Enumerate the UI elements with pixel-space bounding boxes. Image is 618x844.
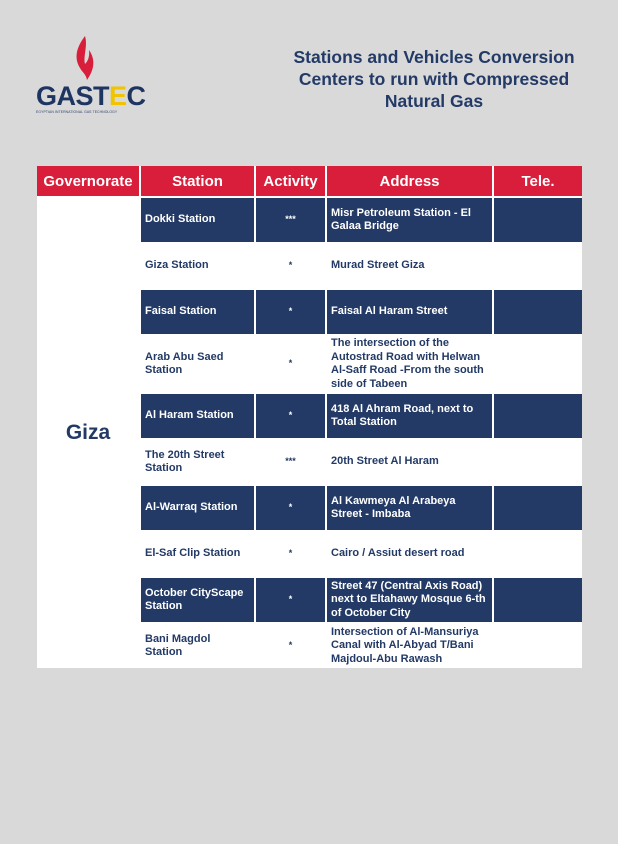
logo-wordmark: GASTEC — [36, 81, 146, 111]
station-cell: October CityScape Station — [141, 576, 256, 622]
tele-cell — [494, 438, 582, 484]
station-cell: Faisal Station — [141, 288, 256, 334]
activity-cell: *** — [256, 438, 327, 484]
title-line: Stations and Vehicles Conversion — [293, 47, 575, 67]
activity-cell: * — [256, 334, 327, 392]
tele-cell — [494, 622, 582, 668]
station-cell: El-Saf Clip Station — [141, 530, 256, 576]
address-cell: Faisal Al Haram Street — [327, 288, 494, 334]
station-cell: Al Haram Station — [141, 392, 256, 438]
address-cell: 418 Al Ahram Road, next to Total Station — [327, 392, 494, 438]
activity-cell: * — [256, 484, 327, 530]
header-activity: Activity — [256, 166, 327, 196]
activity-cell: * — [256, 530, 327, 576]
address-cell: Al Kawmeya Al Arabeya Street - Imbaba — [327, 484, 494, 530]
address-cell: Murad Street Giza — [327, 242, 494, 288]
title-line: Centers to run with Compressed — [298, 69, 570, 89]
address-cell: Misr Petroleum Station - El Galaa Bridge — [327, 196, 494, 242]
title-line: Natural Gas — [384, 91, 484, 111]
station-cell: Bani Magdol Station — [141, 622, 256, 668]
activity-cell: * — [256, 242, 327, 288]
page-title — [270, 46, 598, 112]
tele-cell — [494, 576, 582, 622]
tele-cell — [494, 392, 582, 438]
governorate-cell: Giza — [37, 196, 141, 668]
header-governorate: Governorate — [37, 166, 141, 196]
address-cell: The intersection of the Autostrad Road with Helwan Al-Saff Road -From the south side of Tabeen — [327, 334, 494, 392]
tele-cell — [494, 196, 582, 242]
station-cell: Dokki Station — [141, 196, 256, 242]
flame-icon — [74, 36, 96, 80]
logo-tagline: EGYPTIAN INTERNATIONAL GAS TECHNOLOGY — [36, 110, 118, 114]
tele-cell — [494, 530, 582, 576]
activity-cell: *** — [256, 196, 327, 242]
station-cell: Al-Warraq Station — [141, 484, 256, 530]
header-address: Address — [327, 166, 494, 196]
tele-cell — [494, 334, 582, 392]
header-station: Station — [141, 166, 256, 196]
station-cell: The 20th Street Station — [141, 438, 256, 484]
address-cell: 20th Street Al Haram — [327, 438, 494, 484]
stations-table — [37, 166, 582, 668]
station-cell: Giza Station — [141, 242, 256, 288]
activity-cell: * — [256, 392, 327, 438]
tele-cell — [494, 484, 582, 530]
address-cell: Cairo / Assiut desert road — [327, 530, 494, 576]
tele-cell — [494, 288, 582, 334]
activity-cell: * — [256, 622, 327, 668]
table-header-row — [37, 166, 582, 196]
activity-cell: * — [256, 288, 327, 334]
table-row — [37, 196, 582, 242]
gastec-logo — [36, 36, 146, 118]
activity-cell: * — [256, 576, 327, 622]
station-cell: Arab Abu Saed Station — [141, 334, 256, 392]
address-cell: Intersection of Al-Mansuriya Canal with Al-Abyad T/Bani Majdoul-Abu Rawash — [327, 622, 494, 668]
tele-cell — [494, 242, 582, 288]
header-tele: Tele. — [494, 166, 582, 196]
address-cell: Street 47 (Central Axis Road) next to Eltahawy Mosque 6-th of October City — [327, 576, 494, 622]
